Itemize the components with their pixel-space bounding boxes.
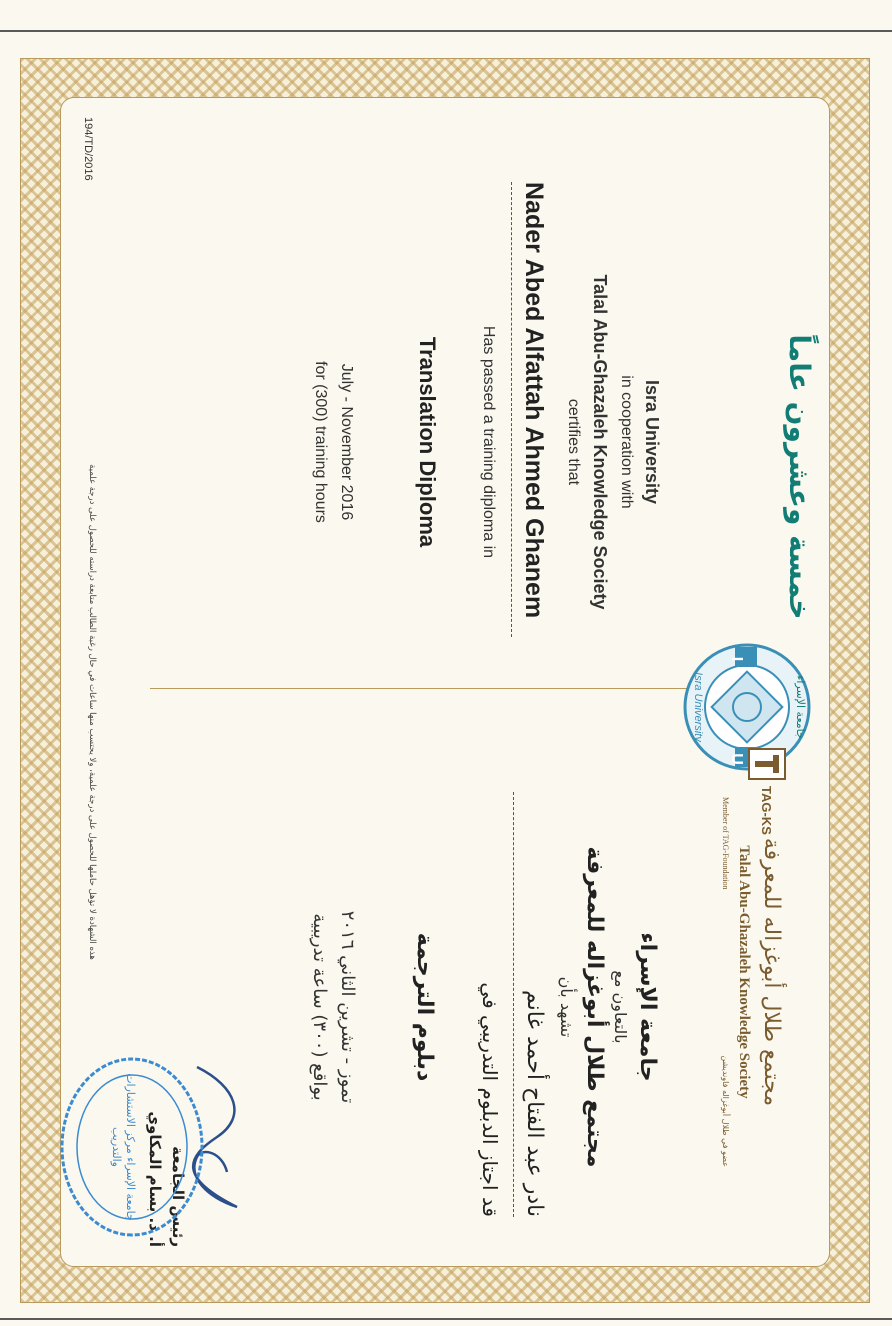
issuer-name-en: Isra University [642,379,662,505]
passed-line-ar: قد اجتاز الدبلوم التدريبي في [478,982,502,1217]
tag-ks-abbreviation: TAG-KS [759,786,774,835]
course-name-ar: دبلوم الترجمة [412,932,437,1082]
page-bottom-edge [0,1318,892,1320]
recipient-name-ar-underline [513,792,514,1217]
isra-logo-letter-i: I [728,656,745,662]
recipient-name-underline [511,182,512,637]
certificate-content [62,97,832,1267]
partner-name-en: Talal Abu-Ghazaleh Knowledge Society [590,274,610,610]
isra-logo-arabic-ring-text: جامعة الإسراء [794,675,807,739]
tag-ks-arabic-name: مجتمع طلال أبوغزاله للمعرفة [759,837,784,1107]
signatory-title: رئيس الجامعة [169,1146,187,1247]
isra-logo-latin-ring-text: Isra University [692,672,704,742]
tag-ks-emblem [747,747,787,781]
training-period-en: July - November 2016 [338,363,355,521]
tag-ks-english-name: Talal Abu-Ghazaleh Knowledge Society [736,845,752,1099]
recipient-name-en: Nader Abed Alfattah Ahmed Ghanem [520,182,548,619]
course-name-en: Translation Diploma [415,336,440,548]
training-hours-ar: بواقع (٣٠٠) ساعة تدريبية [309,913,330,1101]
certifies-line-ar: تشهد بأن [557,976,576,1038]
signatory-name: أ. د. بسام المكاوي [146,1111,164,1247]
tag-ks-member-line: Member of TAG-Foundation [721,797,730,890]
cooperation-line-ar: بالتعاون مع [611,970,630,1044]
partner-name-ar: مجتمع طلال أبوغزاله للمعرفة [582,846,607,1168]
isra-logo-letter-u: U [728,753,745,765]
page-top-edge [0,30,892,32]
anniversary-text: خمسة وعشرون عاماً [783,334,816,620]
tag-ks-arabic-member-line: عضو في طلال أبوغزاله فاونديشن [721,1055,730,1167]
recipient-name-ar: نادر عبد الفتاح أحمد غانم [522,990,547,1217]
reference-number: 194/TD/2016 [82,117,94,181]
issuer-name-ar: جامعة الإسراء [635,932,660,1082]
passed-line-en: Has passed a training diploma in [480,325,497,559]
cooperation-line-en: in cooperation with [618,375,635,509]
certifies-line-en: certifies that [565,398,582,486]
training-hours-en: for (300) training hours [312,361,329,523]
stamp-text: جامعة الإسراء مركز الاستشارات والتدريب [110,1073,137,1221]
training-period-ar: تموز - تشرين الثاني ٢٠١٦ [337,910,358,1104]
disclaimer-text: هذه الشهادة لا تؤهل حاملها للحصول على درجة علمية، ولا يحتسب منها ساعات في حال رغبة الطالب متابعة دراسته للحصول على درجة علمية [87,464,97,960]
